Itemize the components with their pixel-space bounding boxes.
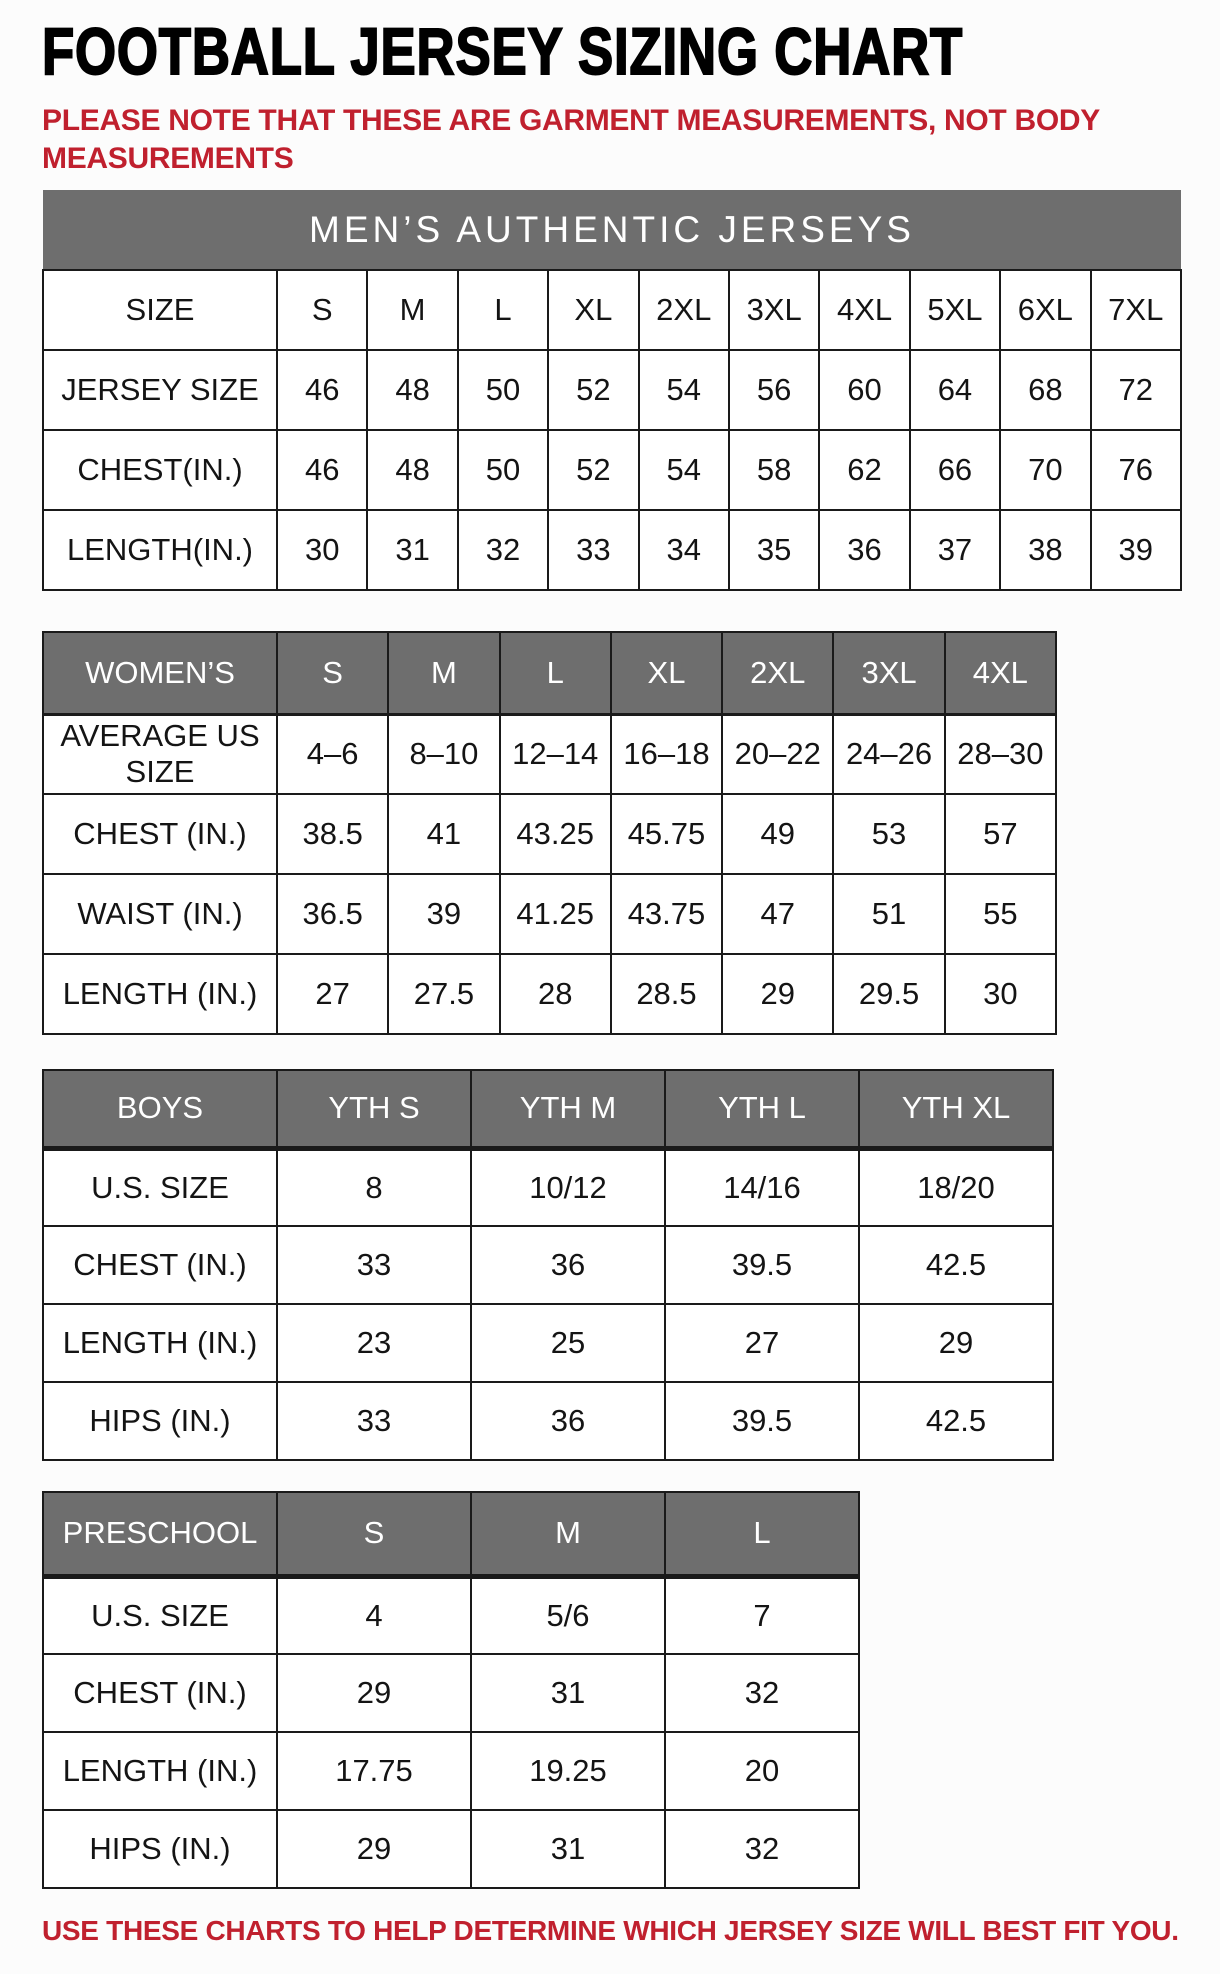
page-title: FOOTBALL JERSEY SIZING CHART xyxy=(42,14,964,88)
womens-data-cell: 38.5 xyxy=(277,794,388,874)
boys-row xyxy=(43,1226,1053,1304)
mens-data-cell: 54 xyxy=(639,430,729,510)
mens-row-label: LENGTH(IN.) xyxy=(43,510,277,590)
mens-data-cell: 76 xyxy=(1091,430,1181,510)
mens-data-cell: 48 xyxy=(367,350,457,430)
boys-row xyxy=(43,1148,1053,1226)
womens-data-cell: 12–14 xyxy=(500,714,611,794)
mens-data-cell: 33 xyxy=(548,510,638,590)
mens-col-header-7xl: 7XL xyxy=(1091,270,1181,350)
womens-data-cell: 43.25 xyxy=(500,794,611,874)
womens-data-cell: 55 xyxy=(945,874,1056,954)
womens-col-header-l: L xyxy=(500,632,611,714)
womens-row-label: WAIST (IN.) xyxy=(43,874,277,954)
mens-data-cell: 66 xyxy=(910,430,1000,510)
womens-data-cell: 29 xyxy=(722,954,833,1034)
boys-data-cell: 27 xyxy=(665,1304,859,1382)
womens-data-cell: 28.5 xyxy=(611,954,722,1034)
boys-data-cell: 10/12 xyxy=(471,1148,665,1226)
womens-data-cell: 45.75 xyxy=(611,794,722,874)
womens-row xyxy=(43,714,1056,794)
preschool-row-label: CHEST (IN.) xyxy=(43,1654,277,1732)
preschool-header-label: PRESCHOOL xyxy=(43,1492,277,1576)
preschool-data-cell: 29 xyxy=(277,1654,471,1732)
womens-sizing-table xyxy=(42,631,1057,1035)
boys-data-cell: 8 xyxy=(277,1148,471,1226)
mens-row-label: CHEST(IN.) xyxy=(43,430,277,510)
mens-data-cell: 58 xyxy=(729,430,819,510)
womens-row-label: LENGTH (IN.) xyxy=(43,954,277,1034)
boys-row-label: U.S. SIZE xyxy=(43,1148,277,1226)
womens-data-cell: 28–30 xyxy=(945,714,1056,794)
mens-data-cell: 50 xyxy=(458,430,548,510)
preschool-data-cell: 31 xyxy=(471,1810,665,1888)
womens-data-cell: 24–26 xyxy=(833,714,944,794)
womens-data-cell: 57 xyxy=(945,794,1056,874)
mens-col-header-5xl: 5XL xyxy=(910,270,1000,350)
boys-col-header-yth-s: YTH S xyxy=(277,1070,471,1148)
mens-col-header-4xl: 4XL xyxy=(819,270,909,350)
mens-col-header-3xl: 3XL xyxy=(729,270,819,350)
mens-data-cell: 37 xyxy=(910,510,1000,590)
mens-data-cell: 54 xyxy=(639,350,729,430)
womens-data-cell: 16–18 xyxy=(611,714,722,794)
preschool-row-label: U.S. SIZE xyxy=(43,1576,277,1654)
mens-col-header-6xl: 6XL xyxy=(1000,270,1090,350)
mens-col-header-s: S xyxy=(277,270,367,350)
mens-data-cell: 46 xyxy=(277,430,367,510)
mens-row xyxy=(43,350,1181,430)
preschool-col-header-m: M xyxy=(471,1492,665,1576)
mens-data-cell: 38 xyxy=(1000,510,1090,590)
footer-note: USE THESE CHARTS TO HELP DETERMINE WHICH JERSEY SIZE WILL BEST FIT YOU. xyxy=(42,1915,1179,1946)
boys-row-label: HIPS (IN.) xyxy=(43,1382,277,1460)
boys-data-cell: 14/16 xyxy=(665,1148,859,1226)
womens-row xyxy=(43,794,1056,874)
preschool-data-cell: 17.75 xyxy=(277,1732,471,1810)
womens-row xyxy=(43,954,1056,1034)
mens-row-label: JERSEY SIZE xyxy=(43,350,277,430)
boys-col-header-yth-m: YTH M xyxy=(471,1070,665,1148)
boys-data-cell: 33 xyxy=(277,1382,471,1460)
boys-data-cell: 18/20 xyxy=(859,1148,1053,1226)
womens-row-label: AVERAGE US SIZE xyxy=(43,714,277,794)
boys-sizing-table xyxy=(42,1069,1054,1461)
mens-data-cell: 36 xyxy=(819,510,909,590)
boys-data-cell: 42.5 xyxy=(859,1226,1053,1304)
boys-data-cell: 39.5 xyxy=(665,1382,859,1460)
womens-col-header-2xl: 2XL xyxy=(722,632,833,714)
boys-row-label: LENGTH (IN.) xyxy=(43,1304,277,1382)
womens-row xyxy=(43,874,1056,954)
boys-header-label: BOYS xyxy=(43,1070,277,1148)
womens-data-cell: 39 xyxy=(388,874,499,954)
womens-data-cell: 36.5 xyxy=(277,874,388,954)
womens-data-cell: 29.5 xyxy=(833,954,944,1034)
womens-data-cell: 28 xyxy=(500,954,611,1034)
mens-data-cell: 52 xyxy=(548,430,638,510)
mens-data-cell: 52 xyxy=(548,350,638,430)
mens-data-cell: 68 xyxy=(1000,350,1090,430)
preschool-sizing-table xyxy=(42,1491,860,1889)
preschool-row xyxy=(43,1810,859,1888)
boys-row-label: CHEST (IN.) xyxy=(43,1226,277,1304)
mens-data-cell: 56 xyxy=(729,350,819,430)
mens-data-cell: 70 xyxy=(1000,430,1090,510)
mens-data-cell: 34 xyxy=(639,510,729,590)
preschool-data-cell: 7 xyxy=(665,1576,859,1654)
preschool-row xyxy=(43,1654,859,1732)
womens-data-cell: 8–10 xyxy=(388,714,499,794)
mens-data-cell: 32 xyxy=(458,510,548,590)
womens-col-header-xl: XL xyxy=(611,632,722,714)
womens-data-cell: 51 xyxy=(833,874,944,954)
womens-header-label: WOMEN’S xyxy=(43,632,277,714)
boys-data-cell: 39.5 xyxy=(665,1226,859,1304)
preschool-row-label: LENGTH (IN.) xyxy=(43,1732,277,1810)
preschool-data-cell: 31 xyxy=(471,1654,665,1732)
boys-data-cell: 36 xyxy=(471,1382,665,1460)
mens-data-cell: 39 xyxy=(1091,510,1181,590)
boys-data-cell: 36 xyxy=(471,1226,665,1304)
preschool-data-cell: 29 xyxy=(277,1810,471,1888)
womens-data-cell: 41.25 xyxy=(500,874,611,954)
preschool-col-header-s: S xyxy=(277,1492,471,1576)
boys-col-header-yth-xl: YTH XL xyxy=(859,1070,1053,1148)
boys-row xyxy=(43,1304,1053,1382)
womens-col-header-s: S xyxy=(277,632,388,714)
womens-data-cell: 47 xyxy=(722,874,833,954)
mens-header-label: SIZE xyxy=(43,270,277,350)
boys-data-cell: 25 xyxy=(471,1304,665,1382)
womens-data-cell: 27.5 xyxy=(388,954,499,1034)
mens-data-cell: 64 xyxy=(910,350,1000,430)
boys-data-cell: 42.5 xyxy=(859,1382,1053,1460)
mens-data-cell: 31 xyxy=(367,510,457,590)
mens-data-cell: 62 xyxy=(819,430,909,510)
womens-data-cell: 53 xyxy=(833,794,944,874)
mens-data-cell: 50 xyxy=(458,350,548,430)
mens-data-cell: 48 xyxy=(367,430,457,510)
mens-data-cell: 35 xyxy=(729,510,819,590)
preschool-row-label: HIPS (IN.) xyxy=(43,1810,277,1888)
preschool-row xyxy=(43,1732,859,1810)
womens-data-cell: 4–6 xyxy=(277,714,388,794)
womens-data-cell: 43.75 xyxy=(611,874,722,954)
preschool-data-cell: 5/6 xyxy=(471,1576,665,1654)
mens-table-title: MEN’S AUTHENTIC JERSEYS xyxy=(43,190,1181,270)
mens-col-header-l: L xyxy=(458,270,548,350)
mens-data-cell: 46 xyxy=(277,350,367,430)
boys-data-cell: 29 xyxy=(859,1304,1053,1382)
mens-col-header-xl: XL xyxy=(548,270,638,350)
mens-authentic-jerseys-table xyxy=(42,190,1182,591)
preschool-data-cell: 32 xyxy=(665,1810,859,1888)
womens-data-cell: 41 xyxy=(388,794,499,874)
womens-col-header-m: M xyxy=(388,632,499,714)
garment-measurements-note: PLEASE NOTE THAT THESE ARE GARMENT MEASUREMENTS, NOT BODY MEASUREMENTS xyxy=(42,104,1100,175)
mens-col-header-2xl: 2XL xyxy=(639,270,729,350)
preschool-data-cell: 32 xyxy=(665,1654,859,1732)
mens-data-cell: 72 xyxy=(1091,350,1181,430)
preschool-data-cell: 19.25 xyxy=(471,1732,665,1810)
preschool-col-header-l: L xyxy=(665,1492,859,1576)
preschool-row xyxy=(43,1576,859,1654)
womens-col-header-4xl: 4XL xyxy=(945,632,1056,714)
preschool-data-cell: 4 xyxy=(277,1576,471,1654)
mens-col-header-m: M xyxy=(367,270,457,350)
boys-data-cell: 23 xyxy=(277,1304,471,1382)
mens-data-cell: 60 xyxy=(819,350,909,430)
womens-data-cell: 49 xyxy=(722,794,833,874)
womens-data-cell: 27 xyxy=(277,954,388,1034)
boys-data-cell: 33 xyxy=(277,1226,471,1304)
mens-row xyxy=(43,510,1181,590)
preschool-data-cell: 20 xyxy=(665,1732,859,1810)
mens-row xyxy=(43,430,1181,510)
womens-col-header-3xl: 3XL xyxy=(833,632,944,714)
womens-row-label: CHEST (IN.) xyxy=(43,794,277,874)
womens-data-cell: 30 xyxy=(945,954,1056,1034)
mens-data-cell: 30 xyxy=(277,510,367,590)
boys-col-header-yth-l: YTH L xyxy=(665,1070,859,1148)
boys-row xyxy=(43,1382,1053,1460)
womens-data-cell: 20–22 xyxy=(722,714,833,794)
